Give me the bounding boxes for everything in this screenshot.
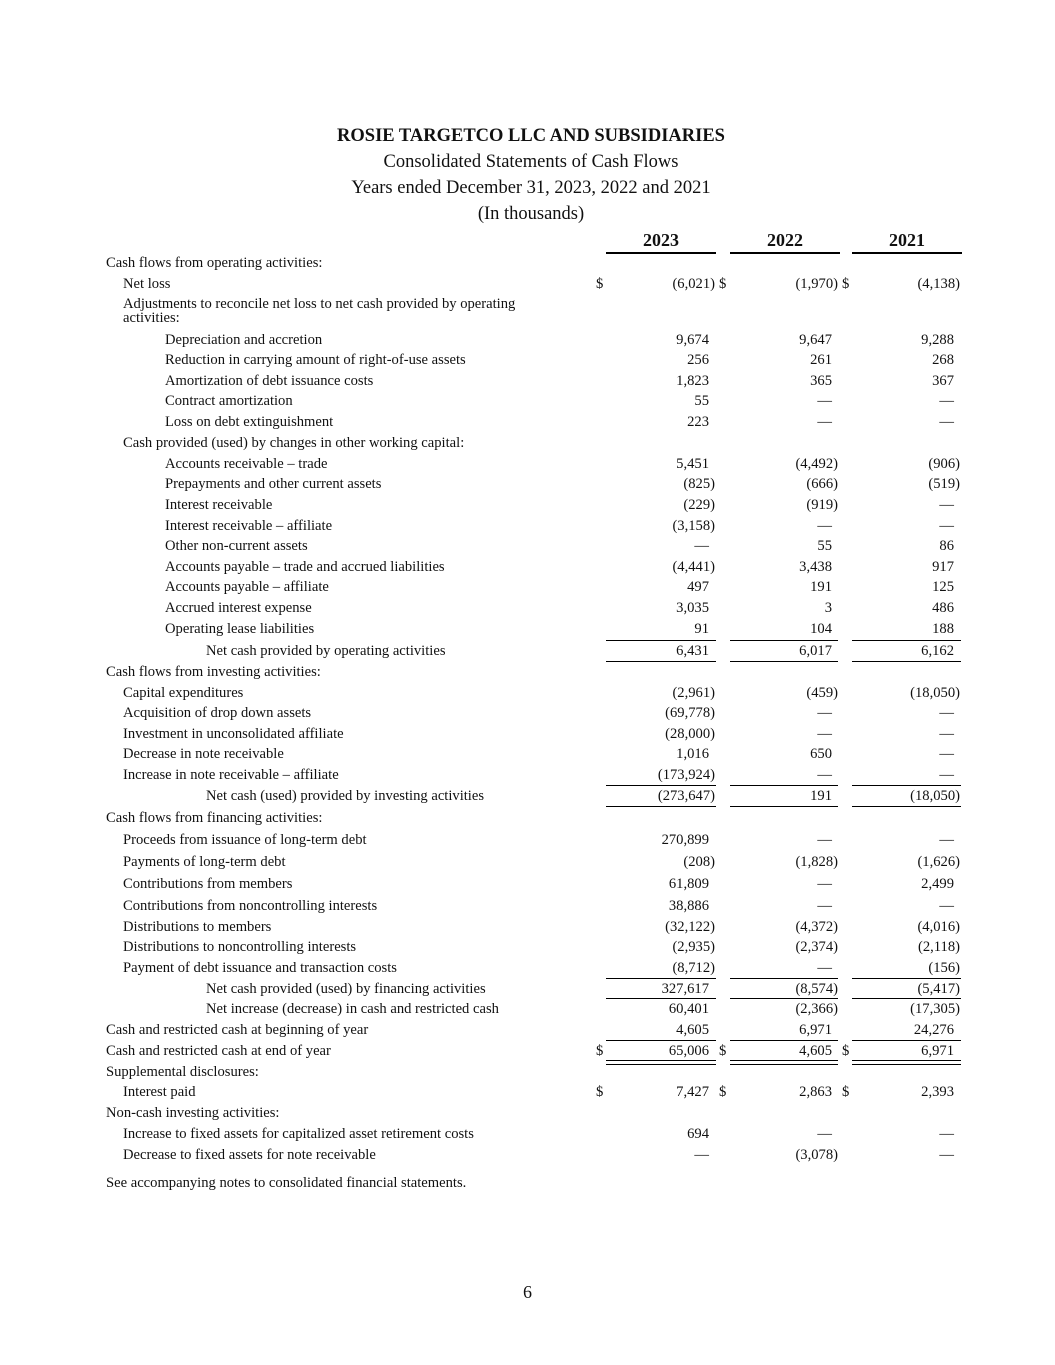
cell-2022: 9,647 bbox=[799, 332, 832, 348]
cell-2021: (4,138) bbox=[917, 276, 960, 292]
double-total-rule bbox=[852, 1060, 961, 1065]
row-label: Contributions from members bbox=[123, 876, 293, 892]
total-rule bbox=[852, 806, 961, 807]
subtotal-rule bbox=[606, 978, 716, 979]
cell-2022: (4,492) bbox=[795, 456, 838, 472]
row-label: Distributions to members bbox=[123, 919, 272, 935]
cell-2021: 188 bbox=[932, 621, 954, 637]
row-label: Cash flows from investing activities: bbox=[106, 664, 321, 680]
cell-2021: (519) bbox=[928, 476, 960, 492]
table-row bbox=[0, 1082, 1055, 1102]
cell-2022: — bbox=[817, 876, 832, 892]
cell-2022: — bbox=[817, 960, 832, 976]
subtotal-rule bbox=[852, 640, 961, 641]
cell-2023: (229) bbox=[683, 497, 715, 513]
cell-2023: 65,006 bbox=[668, 1043, 709, 1059]
table-row bbox=[0, 495, 1055, 515]
footnote: See accompanying notes to consolidated financial statements. bbox=[106, 1175, 467, 1191]
cell-2022: (4,372) bbox=[795, 919, 838, 935]
cell-2023: (8,712) bbox=[672, 960, 715, 976]
cell-2021: (2,118) bbox=[917, 939, 960, 955]
table-row bbox=[0, 330, 1055, 350]
total-rule bbox=[606, 661, 716, 662]
cell-2023: 9,674 bbox=[676, 332, 709, 348]
cell-2023: 223 bbox=[687, 414, 709, 430]
cell-2022: (1,828) bbox=[795, 854, 838, 870]
cell-2021: 917 bbox=[932, 559, 954, 575]
cell-2021: (17,305) bbox=[910, 1001, 960, 1017]
cell-2022: (8,574) bbox=[795, 981, 838, 997]
table-row bbox=[0, 830, 1055, 850]
subtotal-rule bbox=[852, 785, 961, 786]
cell-2022: 6,017 bbox=[799, 643, 832, 659]
total-rule bbox=[730, 998, 838, 999]
cell-2023: (173,924) bbox=[657, 767, 715, 783]
cell-2021: — bbox=[939, 705, 954, 721]
row-label: Loss on debt extinguishment bbox=[165, 414, 334, 430]
cell-2021: — bbox=[939, 497, 954, 513]
dollar-sign: $ bbox=[842, 1084, 850, 1100]
table-row bbox=[0, 703, 1055, 723]
cell-2021: — bbox=[939, 414, 954, 430]
cell-2022: 191 bbox=[810, 788, 832, 804]
cell-2022: 6,971 bbox=[799, 1022, 832, 1038]
row-label: Accounts payable – affiliate bbox=[165, 579, 329, 595]
cell-2023: 3,035 bbox=[676, 600, 709, 616]
row-label: Cash provided (used) by changes in other working capital: bbox=[123, 435, 465, 451]
table-row bbox=[0, 1020, 1055, 1040]
row-label: Contract amortization bbox=[165, 393, 293, 409]
table-row bbox=[0, 391, 1055, 411]
cell-2023: 694 bbox=[687, 1126, 709, 1142]
cell-2023: (4,441) bbox=[672, 559, 715, 575]
table-row bbox=[0, 958, 1055, 978]
cell-2023: 61,809 bbox=[668, 876, 709, 892]
cell-2022: — bbox=[817, 393, 832, 409]
row-label: Reduction in carrying amount of right-of-use assets bbox=[165, 352, 466, 368]
row-label: Net increase (decrease) in cash and restricted cash bbox=[206, 1001, 499, 1017]
row-label: Prepayments and other current assets bbox=[165, 476, 382, 492]
subtotal-rule bbox=[730, 978, 838, 979]
table-row bbox=[0, 744, 1055, 764]
table-row bbox=[0, 1041, 1055, 1061]
cell-2021: (1,626) bbox=[917, 854, 960, 870]
row-label: Distributions to noncontrolling interests bbox=[123, 939, 357, 955]
cell-2022: (3,078) bbox=[795, 1147, 838, 1163]
subtotal-rule bbox=[606, 640, 716, 641]
cell-2023: 497 bbox=[687, 579, 709, 595]
row-label: Operating lease liabilities bbox=[165, 621, 315, 637]
table-row bbox=[0, 1145, 1055, 1165]
column-header-2021: 2021 bbox=[852, 230, 962, 254]
subtotal-rule bbox=[606, 785, 716, 786]
row-label: Cash and restricted cash at end of year bbox=[106, 1043, 331, 1059]
page-number: 6 bbox=[523, 1282, 532, 1302]
row-label: Supplemental disclosures: bbox=[106, 1064, 259, 1080]
subtotal-rule bbox=[606, 1040, 716, 1041]
table-row bbox=[0, 662, 1055, 682]
row-label: Interest paid bbox=[123, 1084, 196, 1100]
cell-2021: 86 bbox=[939, 538, 954, 554]
cell-2023: (2,935) bbox=[672, 939, 715, 955]
cell-2021: 125 bbox=[932, 579, 954, 595]
cell-2021: — bbox=[939, 832, 954, 848]
row-label: Other non-current assets bbox=[165, 538, 308, 554]
total-rule bbox=[852, 661, 961, 662]
table-row bbox=[0, 598, 1055, 618]
table-row bbox=[0, 641, 1055, 661]
cell-2023: (32,122) bbox=[665, 919, 715, 935]
cell-2022: (666) bbox=[806, 476, 838, 492]
cell-2023: 5,451 bbox=[676, 456, 709, 472]
table-row bbox=[0, 917, 1055, 937]
table-row bbox=[0, 896, 1055, 916]
total-rule bbox=[606, 806, 716, 807]
cell-2023: 55 bbox=[694, 393, 709, 409]
row-label: Interest receivable – affiliate bbox=[165, 518, 333, 534]
row-label-continued: activities: bbox=[123, 310, 180, 326]
cell-2021: (18,050) bbox=[910, 685, 960, 701]
row-label: Depreciation and accretion bbox=[165, 332, 323, 348]
row-label: Non-cash investing activities: bbox=[106, 1105, 280, 1121]
table-row bbox=[0, 808, 1055, 828]
dollar-sign: $ bbox=[842, 1043, 850, 1059]
dollar-sign: $ bbox=[719, 1084, 727, 1100]
cell-2021: — bbox=[939, 518, 954, 534]
cell-2021: (906) bbox=[928, 456, 960, 472]
table-row bbox=[0, 999, 1055, 1019]
row-label: Accrued interest expense bbox=[165, 600, 312, 616]
cell-2023: 6,431 bbox=[676, 643, 709, 659]
table-row bbox=[0, 371, 1055, 391]
table-row bbox=[0, 294, 1055, 326]
table-row bbox=[0, 1124, 1055, 1144]
cell-2021: (156) bbox=[928, 960, 960, 976]
cell-2023: (3,158) bbox=[672, 518, 715, 534]
cell-2023: 327,617 bbox=[661, 981, 709, 997]
subtotal-rule bbox=[730, 640, 838, 641]
dollar-sign: $ bbox=[719, 276, 727, 292]
cell-2023: 38,886 bbox=[668, 898, 709, 914]
subtotal-rule bbox=[852, 978, 961, 979]
row-label: Net cash provided by operating activities bbox=[206, 643, 446, 659]
cell-2023: 1,823 bbox=[676, 373, 709, 389]
table-row bbox=[0, 274, 1055, 294]
table-row bbox=[0, 683, 1055, 703]
row-label: Decrease to fixed assets for note receivable bbox=[123, 1147, 376, 1163]
cell-2023: 256 bbox=[687, 352, 709, 368]
cell-2022: 4,605 bbox=[799, 1043, 832, 1059]
table-row bbox=[0, 724, 1055, 744]
cell-2021: — bbox=[939, 898, 954, 914]
cell-2023: (273,647) bbox=[657, 788, 715, 804]
table-row bbox=[0, 454, 1055, 474]
cell-2023: (69,778) bbox=[665, 705, 715, 721]
cell-2022: 261 bbox=[810, 352, 832, 368]
row-label: Payments of long-term debt bbox=[123, 854, 286, 870]
cell-2021: — bbox=[939, 767, 954, 783]
cell-2023: — bbox=[694, 1147, 709, 1163]
cell-2021: 24,276 bbox=[913, 1022, 954, 1038]
cell-2021: — bbox=[939, 1147, 954, 1163]
cell-2022: 55 bbox=[817, 538, 832, 554]
statement-title: Consolidated Statements of Cash Flows bbox=[383, 152, 679, 172]
cell-2021: 486 bbox=[932, 600, 954, 616]
cell-2023: 7,427 bbox=[676, 1084, 709, 1100]
cell-2023: — bbox=[694, 538, 709, 554]
cell-2021: 9,288 bbox=[921, 332, 954, 348]
cell-2023: (208) bbox=[683, 854, 715, 870]
table-row bbox=[0, 937, 1055, 957]
cell-2022: 3 bbox=[824, 600, 832, 616]
row-label: Cash and restricted cash at beginning of year bbox=[106, 1022, 369, 1038]
cell-2022: — bbox=[817, 1126, 832, 1142]
cell-2022: — bbox=[817, 705, 832, 721]
cell-2022: 3,438 bbox=[799, 559, 832, 575]
dollar-sign: $ bbox=[596, 1043, 604, 1059]
cell-2023: (2,961) bbox=[672, 685, 715, 701]
row-label: Adjustments to reconcile net loss to net cash provided by operating bbox=[123, 296, 516, 312]
table-row bbox=[0, 412, 1055, 432]
cell-2021: (4,016) bbox=[917, 919, 960, 935]
cell-2023: 60,401 bbox=[668, 1001, 709, 1017]
table-row bbox=[0, 786, 1055, 806]
cell-2021: — bbox=[939, 1126, 954, 1142]
cell-2022: 191 bbox=[810, 579, 832, 595]
cell-2021: 2,393 bbox=[921, 1084, 954, 1100]
total-rule bbox=[606, 998, 716, 999]
cell-2021: — bbox=[939, 726, 954, 742]
total-rule bbox=[730, 806, 838, 807]
cell-2022: — bbox=[817, 414, 832, 430]
double-total-rule bbox=[606, 1060, 716, 1065]
cell-2022: — bbox=[817, 767, 832, 783]
table-row bbox=[0, 874, 1055, 894]
row-label: Proceeds from issuance of long-term debt bbox=[123, 832, 367, 848]
table-row bbox=[0, 619, 1055, 639]
cell-2021: (5,417) bbox=[917, 981, 960, 997]
row-label: Cash flows from operating activities: bbox=[106, 255, 323, 271]
total-rule bbox=[730, 661, 838, 662]
cell-2021: 6,971 bbox=[921, 1043, 954, 1059]
cell-2022: — bbox=[817, 518, 832, 534]
cell-2023: 1,016 bbox=[676, 746, 709, 762]
dollar-sign: $ bbox=[719, 1043, 727, 1059]
row-label: Acquisition of drop down assets bbox=[123, 705, 312, 721]
table-row bbox=[0, 433, 1055, 453]
company-name: ROSIE TARGETCO LLC AND SUBSIDIARIES bbox=[337, 126, 725, 146]
cell-2023: (6,021) bbox=[672, 276, 715, 292]
cell-2021: 367 bbox=[932, 373, 954, 389]
cell-2021: 6,162 bbox=[921, 643, 954, 659]
row-label: Decrease in note receivable bbox=[123, 746, 284, 762]
row-label: Accounts receivable – trade bbox=[165, 456, 328, 472]
statement-period: Years ended December 31, 2023, 2022 and 2021 bbox=[351, 178, 711, 198]
row-label: Cash flows from financing activities: bbox=[106, 810, 323, 826]
subtotal-rule bbox=[730, 785, 838, 786]
table-row bbox=[0, 350, 1055, 370]
row-label: Increase to fixed assets for capitalized asset retirement costs bbox=[123, 1126, 474, 1142]
cell-2022: 104 bbox=[810, 621, 832, 637]
table-row bbox=[0, 557, 1055, 577]
cell-2023: 270,899 bbox=[661, 832, 709, 848]
dollar-sign: $ bbox=[596, 276, 604, 292]
cell-2022: — bbox=[817, 898, 832, 914]
cell-2022: 650 bbox=[810, 746, 832, 762]
table-row bbox=[0, 1062, 1055, 1082]
row-label: Accounts payable – trade and accrued liabilities bbox=[165, 559, 445, 575]
row-label: Interest receivable bbox=[165, 497, 273, 513]
cell-2021: (18,050) bbox=[910, 788, 960, 804]
cell-2023: 4,605 bbox=[676, 1022, 709, 1038]
table-row bbox=[0, 253, 1055, 273]
statement-units: (In thousands) bbox=[477, 204, 585, 224]
row-label: Amortization of debt issuance costs bbox=[165, 373, 374, 389]
dollar-sign: $ bbox=[596, 1084, 604, 1100]
cell-2022: 365 bbox=[810, 373, 832, 389]
table-row bbox=[0, 979, 1055, 999]
cell-2021: 268 bbox=[932, 352, 954, 368]
cell-2022: (2,366) bbox=[795, 1001, 838, 1017]
column-header-2023: 2023 bbox=[606, 230, 716, 254]
row-label: Net loss bbox=[123, 276, 171, 292]
dollar-sign: $ bbox=[842, 276, 850, 292]
subtotal-rule bbox=[852, 1040, 961, 1041]
column-header-2022: 2022 bbox=[730, 230, 840, 254]
table-row bbox=[0, 536, 1055, 556]
row-label: Contributions from noncontrolling interests bbox=[123, 898, 378, 914]
cell-2021: — bbox=[939, 393, 954, 409]
cell-2023: 91 bbox=[694, 621, 709, 637]
subtotal-rule bbox=[730, 1040, 838, 1041]
row-label: Net cash provided (used) by financing activities bbox=[206, 981, 486, 997]
row-label: Increase in note receivable – affiliate bbox=[123, 767, 339, 783]
row-label: Payment of debt issuance and transaction costs bbox=[123, 960, 397, 976]
cell-2022: — bbox=[817, 832, 832, 848]
table-row bbox=[0, 577, 1055, 597]
cell-2022: (459) bbox=[806, 685, 838, 701]
cell-2021: 2,499 bbox=[921, 876, 954, 892]
table-row bbox=[0, 1103, 1055, 1123]
cell-2021: — bbox=[939, 746, 954, 762]
table-row bbox=[0, 516, 1055, 536]
table-row bbox=[0, 765, 1055, 785]
table-row bbox=[0, 852, 1055, 872]
row-label: Investment in unconsolidated affiliate bbox=[123, 726, 344, 742]
cell-2022: 2,863 bbox=[799, 1084, 832, 1100]
cell-2023: (28,000) bbox=[665, 726, 715, 742]
cell-2023: (825) bbox=[683, 476, 715, 492]
table-row bbox=[0, 474, 1055, 494]
cell-2022: (919) bbox=[806, 497, 838, 513]
double-total-rule bbox=[730, 1060, 838, 1065]
cell-2022: — bbox=[817, 726, 832, 742]
cell-2022: (2,374) bbox=[795, 939, 838, 955]
row-label: Capital expenditures bbox=[123, 685, 244, 701]
row-label: Net cash (used) provided by investing activities bbox=[206, 788, 485, 804]
total-rule bbox=[852, 998, 961, 999]
cell-2022: (1,970) bbox=[795, 276, 838, 292]
